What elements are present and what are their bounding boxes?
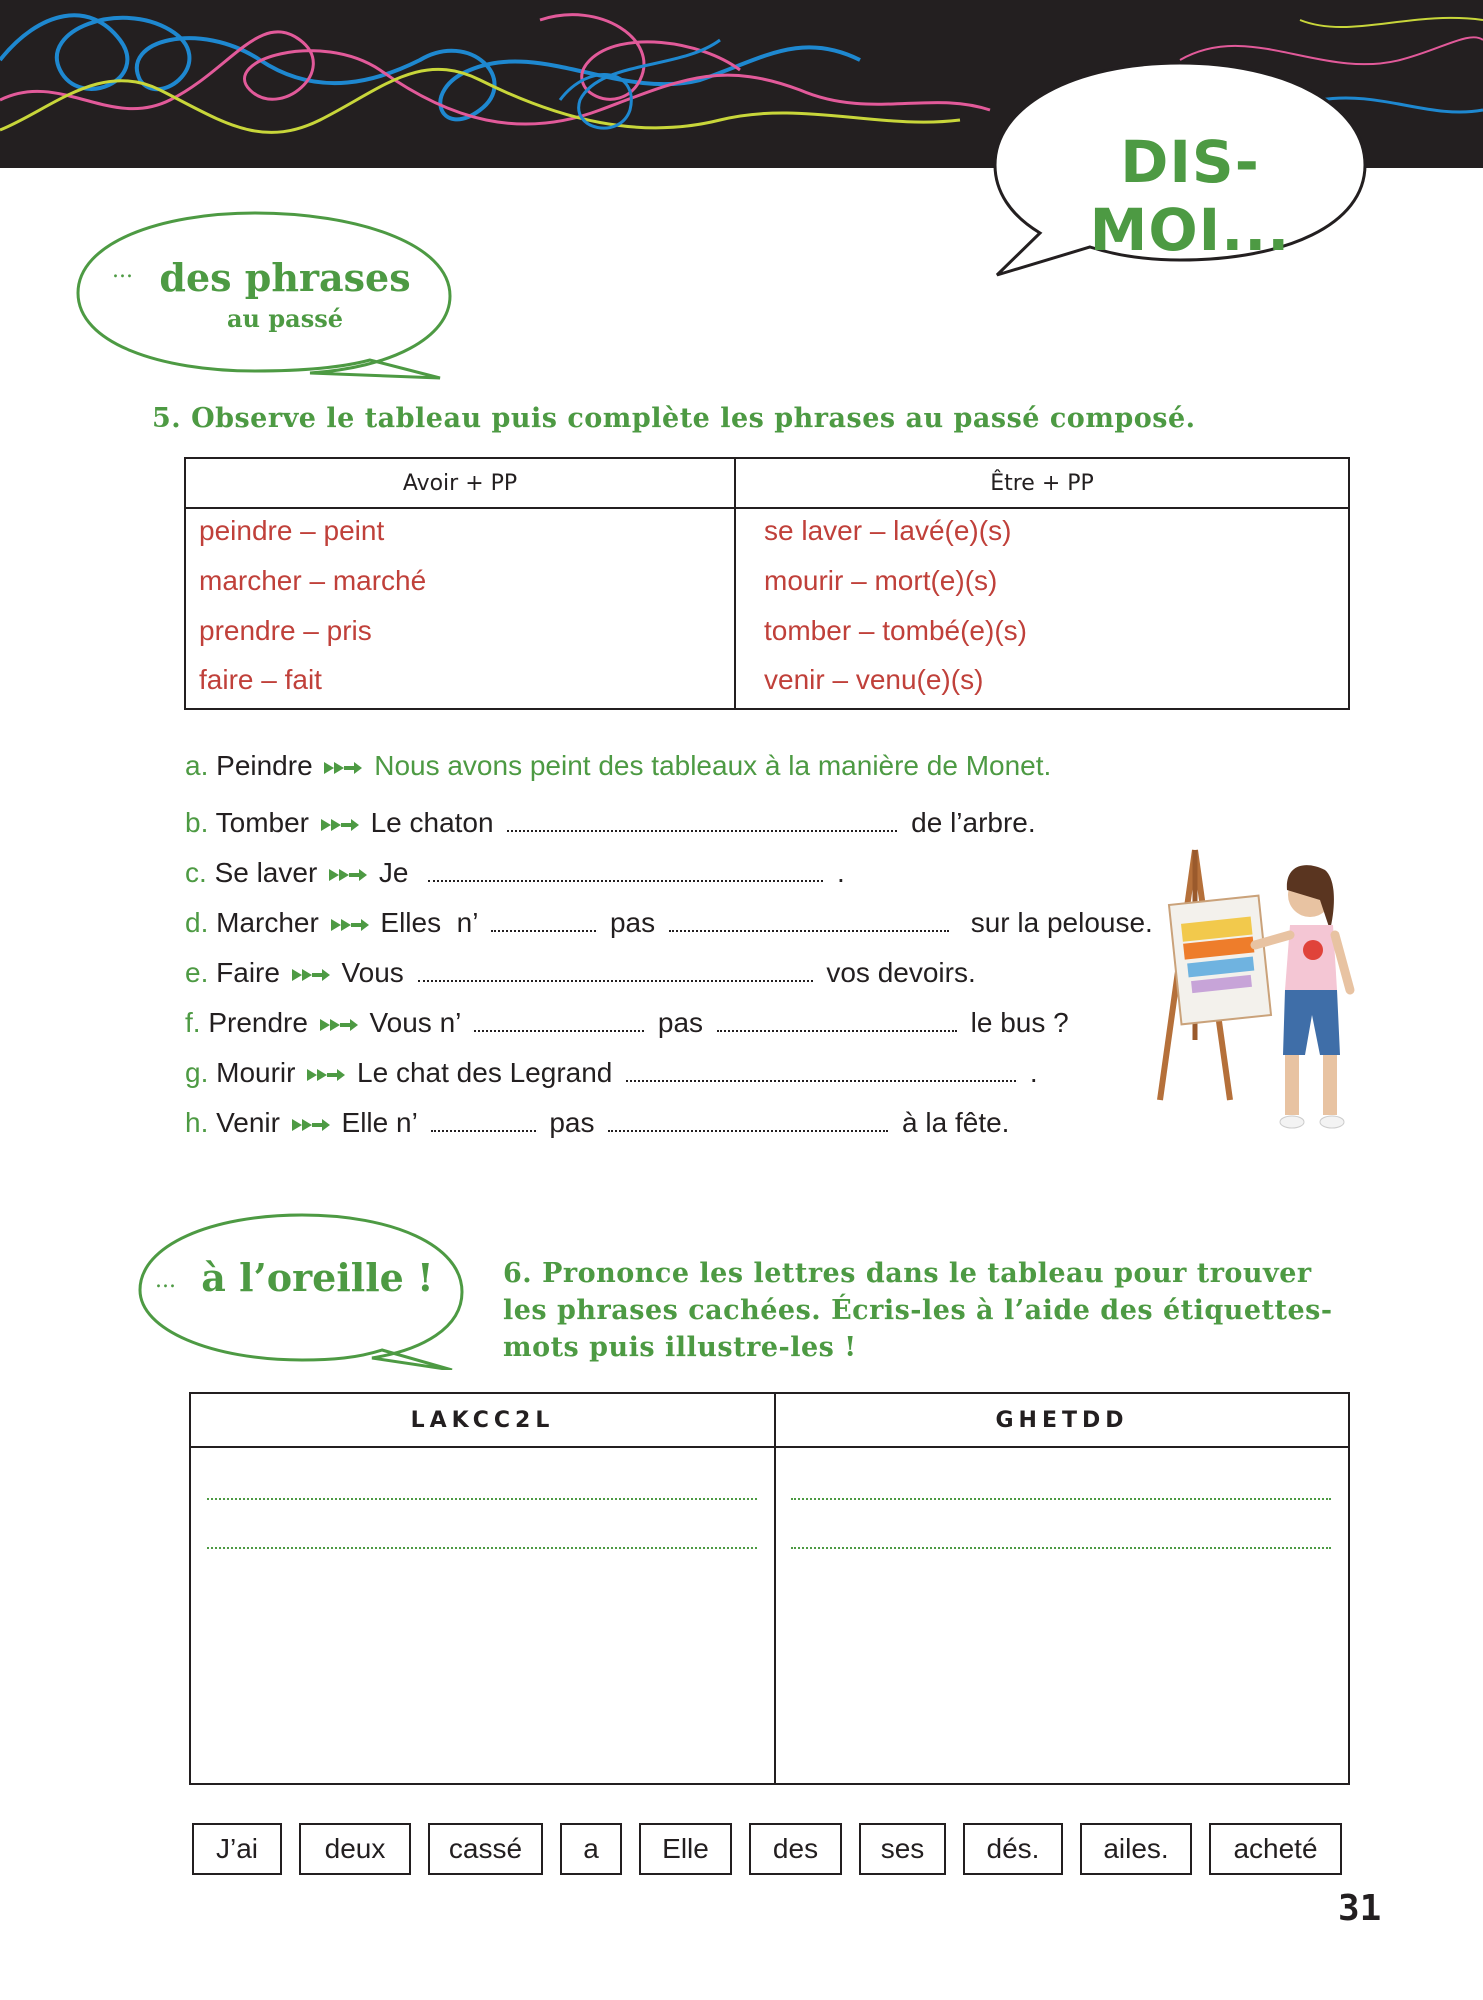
item-letter: a. <box>185 750 209 781</box>
item-letter: f. <box>185 1007 201 1038</box>
instruction-line: 6. Prononce les lettres dans le tableau pour trouver <box>503 1258 1312 1289</box>
item-verb: Peindre <box>216 750 313 781</box>
item-letter: e. <box>185 957 209 988</box>
letters-header-1: LAKCC2L <box>410 1408 555 1433</box>
etre-verb: mourir – mort(e)(s) <box>764 565 998 596</box>
sentence-start: Le chat des Legrand <box>357 1057 613 1088</box>
bubble-prefix: ... <box>112 258 133 283</box>
etre-verb: venir – venu(e)(s) <box>764 664 984 695</box>
arrow-icon <box>324 760 362 776</box>
sentence-end: le bus ? <box>970 1007 1069 1038</box>
instruction-line: les phrases cachées. Écris-les à l’aide des étiquettes- <box>503 1295 1333 1326</box>
section1-title: des phrases <box>159 255 411 300</box>
sentence-end: . <box>1029 1057 1038 1088</box>
arrow-icon <box>321 817 359 833</box>
table-header-rule <box>191 1446 1348 1448</box>
answer-blank[interactable] <box>669 930 949 932</box>
item-letter: g. <box>185 1057 209 1088</box>
word-label[interactable]: deux <box>299 1823 411 1875</box>
arrow-icon <box>292 967 330 983</box>
answer-blank[interactable] <box>431 1130 536 1132</box>
answer-blank[interactable] <box>608 1130 888 1132</box>
etre-verb: se laver – lavé(e)(s) <box>764 515 1012 546</box>
arrow-icon <box>331 917 369 933</box>
etre-verb: tomber – tombé(e)(s) <box>764 615 1027 646</box>
item-verb: Prendre <box>208 1007 308 1038</box>
sentence-start: Elle n’ <box>341 1107 417 1138</box>
letters-header-2: GHETDD <box>995 1408 1129 1433</box>
table-header-etre: Être + PP <box>990 471 1094 496</box>
word-label[interactable]: ailes. <box>1080 1823 1192 1875</box>
table-divider <box>734 459 736 708</box>
sentence-start: Je <box>378 857 409 888</box>
sentence-end: vos devoirs. <box>826 957 976 988</box>
answer-blank[interactable] <box>428 880 823 882</box>
answer-highlight: Nous avons peint <box>374 750 591 781</box>
arrow-icon <box>307 1067 345 1083</box>
item-verb: Faire <box>216 957 280 988</box>
exercise6-instruction <box>503 1255 1333 1366</box>
answer-blank[interactable] <box>626 1080 1016 1082</box>
avoir-verb: faire – fait <box>199 664 322 695</box>
instruction-line: mots puis illustre-les ! <box>503 1332 857 1363</box>
answer-blank[interactable] <box>474 1030 644 1032</box>
sentence-end: . <box>836 857 845 888</box>
writing-line[interactable] <box>207 1498 757 1500</box>
sentence-mid: pas <box>609 907 656 938</box>
sentence-start: Le chaton <box>370 807 494 838</box>
answer-blank[interactable] <box>418 980 813 982</box>
sentence-end: de l’arbre. <box>911 807 1036 838</box>
word-label[interactable]: cassé <box>428 1823 543 1875</box>
word-label[interactable]: a <box>560 1823 622 1875</box>
item-verb: Tomber <box>215 807 310 838</box>
sentence-start: Elles n’ <box>380 907 478 938</box>
item-letter: b. <box>185 807 209 838</box>
sentence-start: Vous <box>341 957 404 988</box>
section1-subtitle: au passé <box>227 304 343 333</box>
exercise-h <box>185 1107 1009 1139</box>
exercise-a <box>185 750 1051 782</box>
word-label[interactable]: J’ai <box>192 1823 282 1875</box>
hidden-sentences-table <box>189 1392 1350 1785</box>
sentence-mid: pas <box>549 1107 595 1138</box>
writing-line[interactable] <box>791 1547 1331 1549</box>
word-label[interactable]: des <box>749 1823 842 1875</box>
exercise-c <box>185 857 845 889</box>
arrow-icon <box>292 1117 330 1133</box>
item-verb: Venir <box>216 1107 280 1138</box>
sentence-start: Vous n’ <box>369 1007 461 1038</box>
word-label[interactable]: Elle <box>639 1823 732 1875</box>
sentence-end: sur la pelouse. <box>970 907 1153 938</box>
item-verb: Mourir <box>216 1057 296 1088</box>
writing-line[interactable] <box>207 1547 757 1549</box>
exercise5-instruction: 5. Observe le tableau puis complète les phrases au passé composé. <box>152 403 1196 434</box>
table-header-avoir: Avoir + PP <box>402 471 518 496</box>
conjugation-table <box>184 457 1350 710</box>
page-number: 31 <box>1338 1888 1382 1929</box>
item-letter: d. <box>185 907 209 938</box>
sentence-mid: pas <box>657 1007 704 1038</box>
avoir-verb: marcher – marché <box>199 565 427 596</box>
exercise-d <box>185 907 1153 939</box>
sentence-end: à la fête. <box>902 1107 1010 1138</box>
exercise-e <box>185 957 976 989</box>
item-verb: Se laver <box>214 857 318 888</box>
dismoi-badge: DIS-MOI... <box>1089 128 1291 264</box>
exercise-g <box>185 1057 1038 1089</box>
avoir-verb: prendre – pris <box>199 615 372 646</box>
avoir-verb: peindre – peint <box>199 515 385 546</box>
answer-blank[interactable] <box>717 1030 957 1032</box>
word-label[interactable]: acheté <box>1209 1823 1342 1875</box>
table-divider <box>774 1394 776 1783</box>
section2-title: à l’oreille ! <box>201 1255 434 1300</box>
exercise-f <box>185 1007 1069 1039</box>
item-verb: Marcher <box>216 907 319 938</box>
answer-blank[interactable] <box>507 830 897 832</box>
item-letter: c. <box>185 857 207 888</box>
answer-blank[interactable] <box>491 930 596 932</box>
bubble-prefix: ... <box>155 1268 176 1293</box>
exercise-b <box>185 807 1036 839</box>
answer-rest: des tableaux à la manière de Monet. <box>598 750 1052 781</box>
arrow-icon <box>320 1017 358 1033</box>
table-header-rule <box>186 507 1348 509</box>
writing-line[interactable] <box>791 1498 1331 1500</box>
word-label[interactable]: dés. <box>963 1823 1063 1875</box>
arrow-icon <box>329 867 367 883</box>
word-label[interactable]: ses <box>859 1823 946 1875</box>
girl-painting-illustration <box>1155 840 1365 1160</box>
item-letter: h. <box>185 1107 209 1138</box>
